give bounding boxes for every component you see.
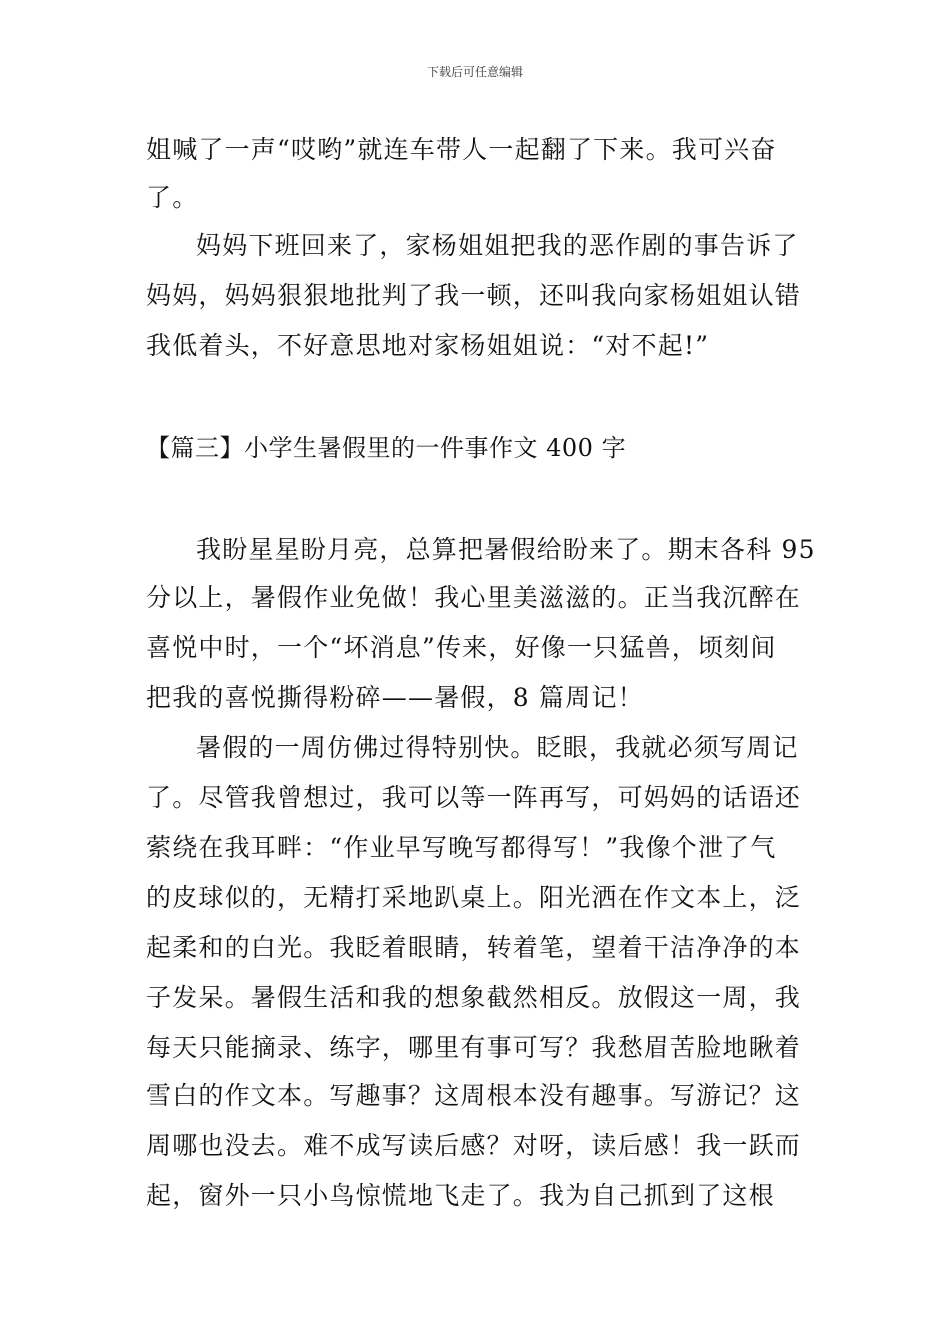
section-title: 【篇三】小学生暑假里的一件事作文 400 字 [146, 434, 627, 462]
text-line: 的皮球似的，无精打采地趴桌上。阳光洒在作文本上，泛 [146, 883, 802, 912]
paragraph-start-line: 我盼星星盼月亮，总算把暑假给盼来了。期末各科 95 [196, 535, 816, 564]
text-line: 喜悦中时，一个“坏消息”传来，好像一只猛兽，顷刻间 [146, 633, 777, 662]
text-line: 子发呆。暑假生活和我的想象截然相反。放假这一周，我 [146, 983, 802, 1012]
page-header: 下载后可任意编辑 [426, 65, 523, 79]
text-line: 雪白的作文本。写趣事？这周根本没有趣事。写游记？这 [146, 1081, 802, 1110]
text-line: 周哪也没去。难不成写读后感？对呀，读后感！我一跃而 [146, 1131, 802, 1160]
text-line: 把我的喜悦撕得粉碎——暑假，8 篇周记！ [146, 683, 644, 712]
text-line: 起，窗外一只小鸟惊慌地飞走了。我为自己抓到了这根 [146, 1181, 775, 1210]
text-line: 了。 [146, 183, 199, 212]
paragraph-start-line: 暑假的一周仿佛过得特别快。眨眼，我就必须写周记 [196, 733, 799, 762]
text-line: 萦绕在我耳畔：“作业早写晚写都得写！”我像个泄了气 [146, 833, 777, 862]
text-line: 分以上，暑假作业免做！我心里美滋滋的。正当我沉醉在 [146, 583, 802, 612]
text-line: 我低着头，不好意思地对家杨姐姐说：“对不起!” [146, 331, 710, 360]
paragraph-start-line: 妈妈下班回来了，家杨姐姐把我的恶作剧的事告诉了 [196, 231, 799, 260]
text-line: 每天只能摘录、练字，哪里有事可写？我愁眉苦脸地瞅着 [146, 1033, 802, 1062]
text-line: 姐喊了一声“哎哟”就连车带人一起翻了下来。我可兴奋 [146, 135, 777, 164]
text-line: 起柔和的白光。我眨着眼睛，转着笔，望着干洁净净的本 [146, 933, 802, 962]
text-line: 了。尽管我曾想过，我可以等一阵再写，可妈妈的话语还 [146, 783, 802, 812]
text-line: 妈妈，妈妈狠狠地批判了我一顿，还叫我向家杨姐姐认错 [146, 281, 802, 310]
